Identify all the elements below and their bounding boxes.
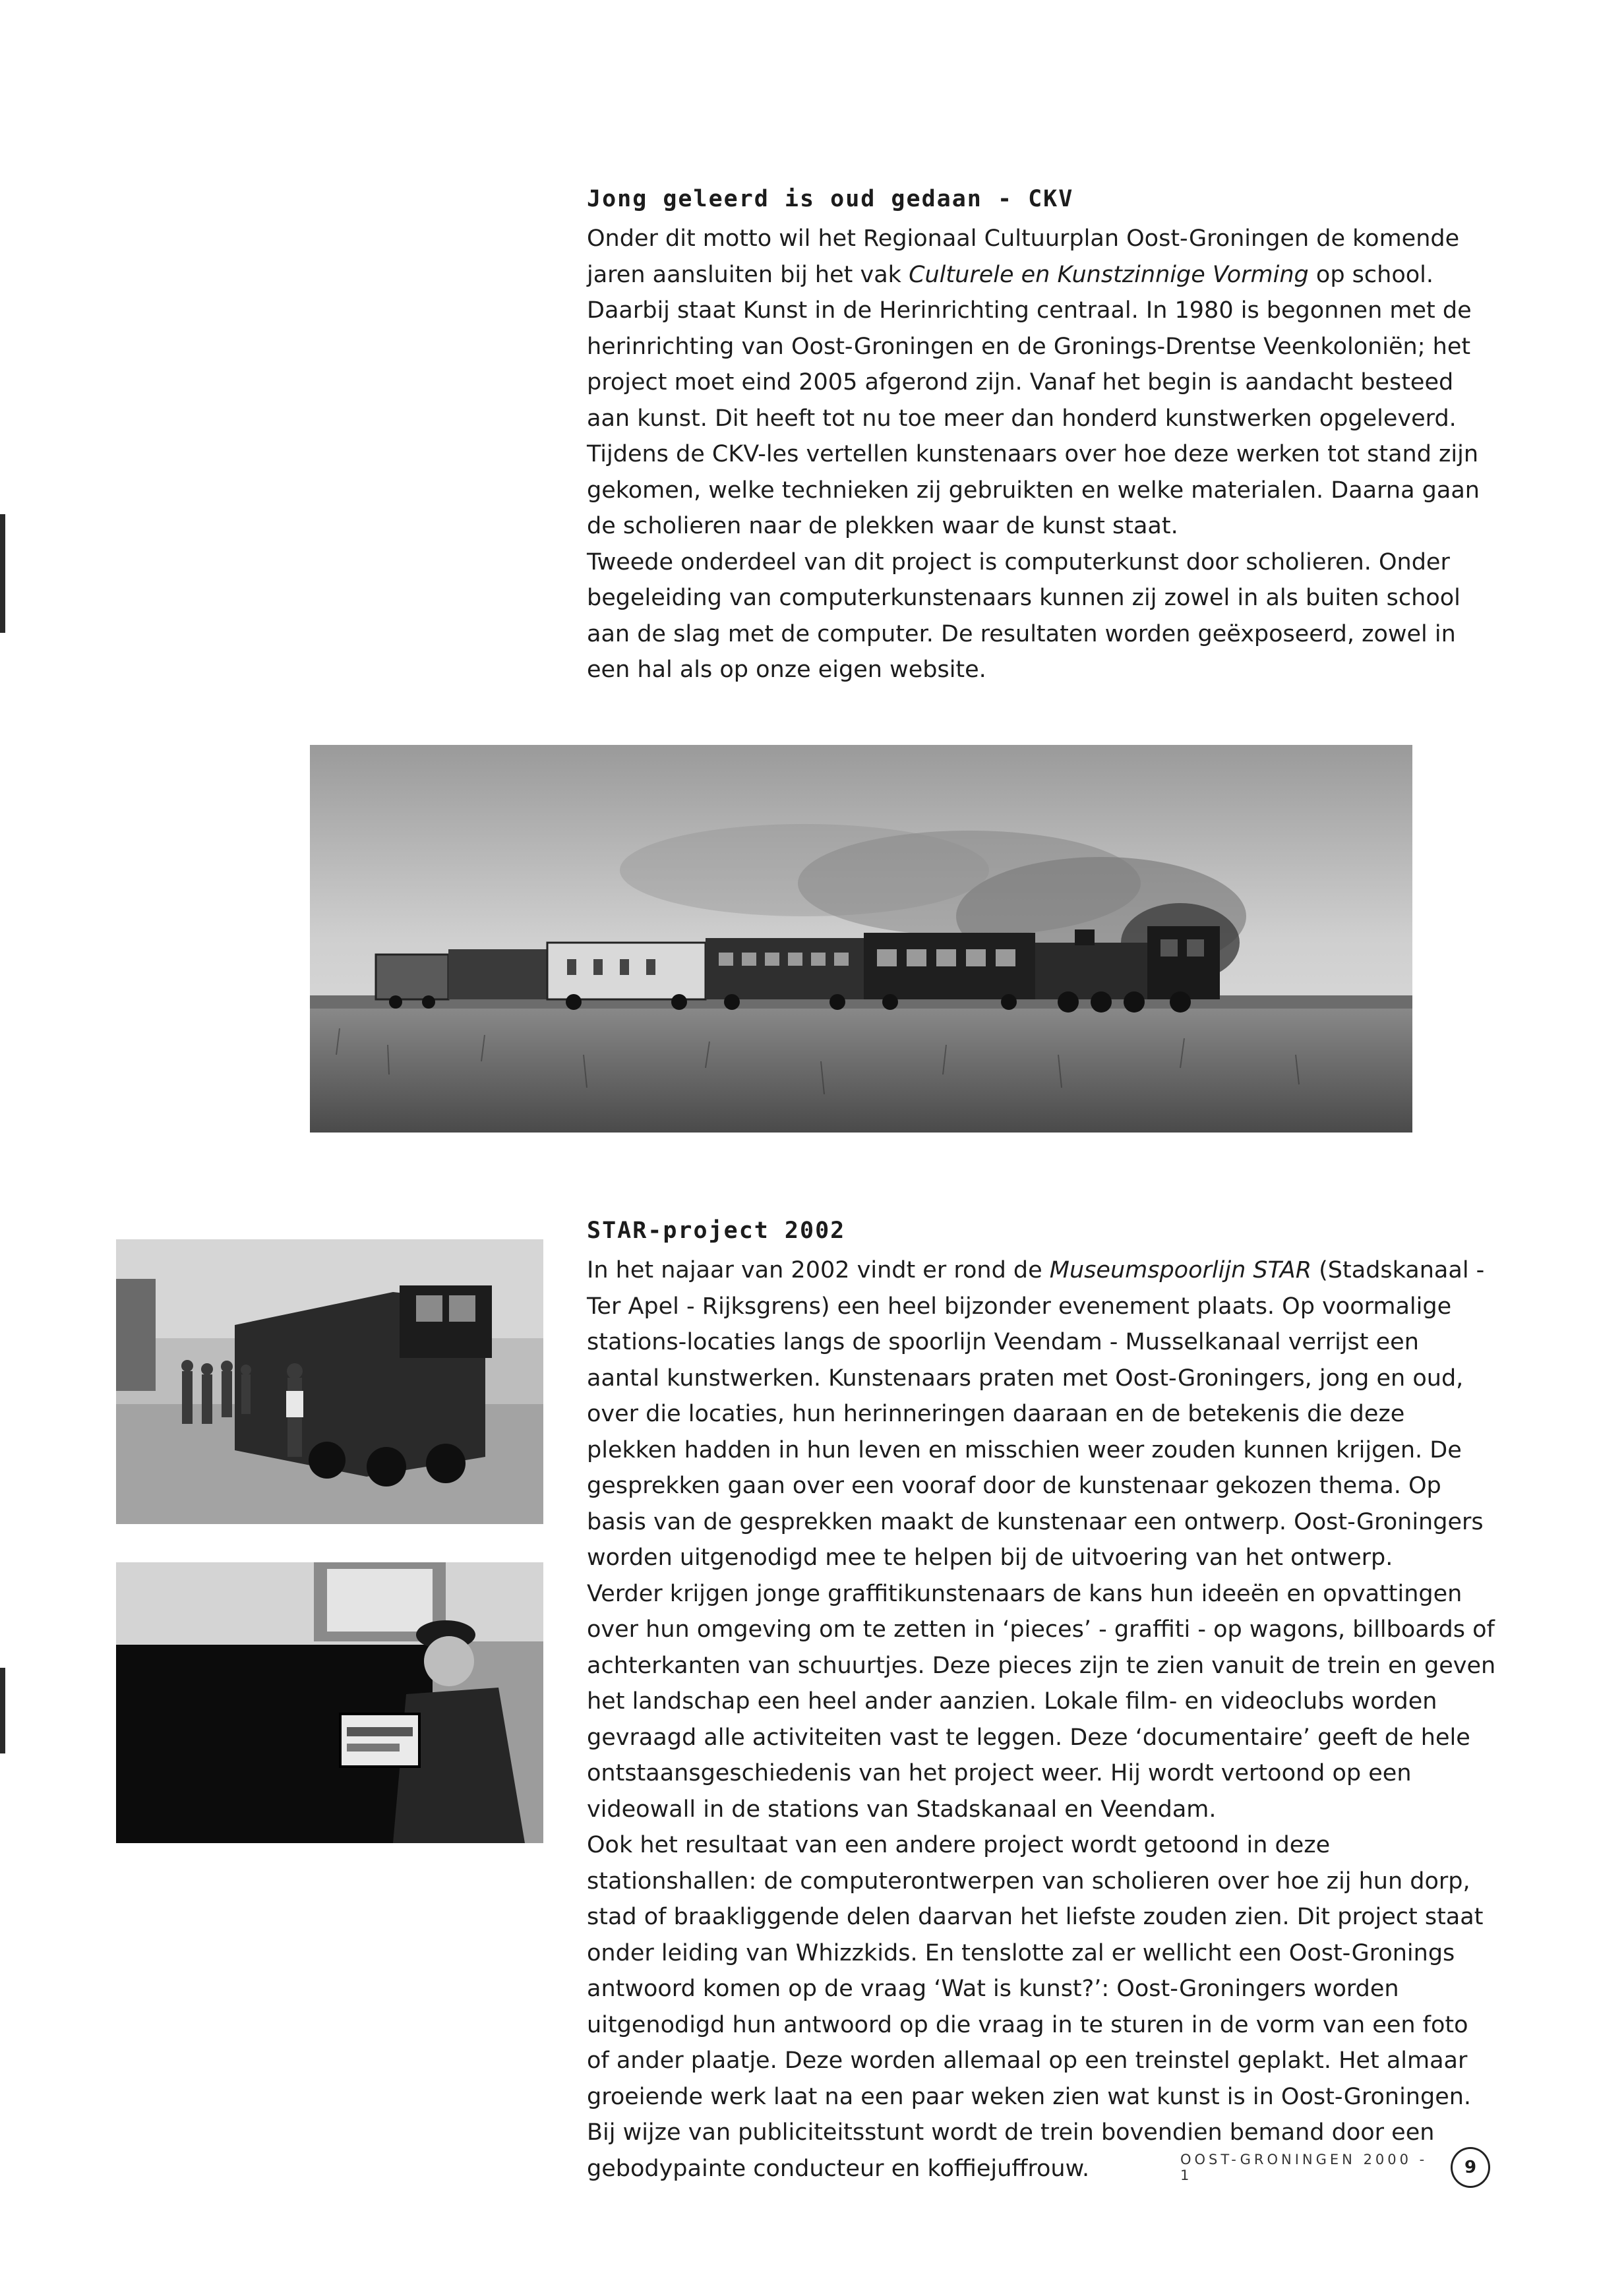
ckv-paragraph	[587, 545, 1497, 688]
italic-text-run: Museumspoorlijn STAR	[1049, 1257, 1312, 1283]
train-photo-image	[310, 745, 1412, 1133]
star-heading: STAR-project 2002	[587, 1218, 846, 1244]
steam-train-landscape-photo	[310, 745, 1412, 1133]
text-run: Tweede onderdeel van dit project is computerkunst door scholieren. Onder begeleiding van computerkunstenaars kunnen zij zowel in als buiten school aan de slag met de computer. De resultaten worden geëxposeerd, zowel in een hal als op onze eigen website.	[587, 548, 1461, 683]
page-footer	[1180, 2144, 1490, 2191]
ckv-section	[587, 181, 1497, 688]
ckv-body	[587, 221, 1497, 688]
text-run: Verder krijgen jonge graffitikunstenaars de kans hun ideeën en opvattingen over hun omgeving om te zetten in ‘pieces’ - graffiti - op wagons, billboards of achterkanten van schuurtjes. Deze pieces zijn te zien vanuit de trein en geven het landschap een heel ander aanzien. Lokale film- en videoclubs worden gevraagd alle activiteiten vast te leggen. Deze ‘documentaire’ geeft de hele ontstaansgeschiedenis van het project weer. Hij wordt vertoond op een videowall in de stations van Stadskanaal en Veendam.	[587, 1580, 1496, 1823]
footer-publication: OOST-GRONINGEN 2000 - 1	[1180, 2152, 1428, 2183]
steam-locomotive-platform-photo	[116, 1239, 543, 1524]
conductor-photo-image	[116, 1562, 543, 1843]
text-run: Ook het resultaat van een andere project wordt getoond in deze stationshallen: de computerontwerpen van scholieren over hoe zij hun dorp, stad of braakliggende delen daarvan het liefste zouden zien. Dit project staat onder leiding van Whizzkids. En tenslotte zal er wellicht een Oost-Gronings antwoord komen op de vraag ‘Wat is kunst?’: Oost-Groningers worden uitgenodigd hun antwoord op die vraag in te sturen in de vorm van een foto of ander plaatje. Deze worden allemaal op een treinstel geplakt. Het almaar groeiende werk laat na een paar weken zien wat kunst is in Oost-Groningen. Bij wijze van publiciteitsstunt wordt de trein bovendien bemand door een gebodypainte conducteur en koffiejuffrouw.	[587, 1832, 1484, 2182]
ckv-paragraph	[587, 221, 1497, 545]
star-section	[587, 1213, 1497, 2187]
platform-photo-image	[116, 1239, 543, 1524]
star-paragraph	[587, 1576, 1497, 1828]
star-paragraph	[587, 1827, 1497, 2187]
conductor-with-sign-photo	[116, 1562, 543, 1843]
italic-text-run: Culturele en Kunstzinnige Vorming	[909, 261, 1309, 288]
text-run: Onder dit motto wil het Regionaal Cultuurplan Oost-Groningen de komende jaren aansluiten bij het vak	[587, 225, 1460, 288]
star-body	[587, 1252, 1497, 2187]
binding-mark-middle	[0, 567, 5, 633]
text-run: In het najaar van 2002 vindt er rond de	[587, 1257, 1050, 1283]
text-run: (Stadskanaal - Ter Apel - Rijksgrens) een heel bijzonder evenement plaats. Op voormalige stations-locaties langs de spoorlijn Veendam - Musselkanaal verrijst een aantal kunstwerken. Kunstenaars praten met Oost-Groningers, jong en oud, over die locaties, hun herinneringen daaraan en de betekenis die deze plekken hadden in hun leven en misschien weer zouden kunnen krijgen. De gesprekken gaan over een vooraf door de kunstenaar gekozen thema. Op basis van de gesprekken maakt de kunstenaar een ontwerp. Oost-Groningers worden uitgenodigd mee te helpen bij de uitvoering van het ontwerp.	[587, 1257, 1485, 1571]
ckv-heading: Jong geleerd is oud gedaan - CKV	[587, 186, 1074, 212]
text-run: op school. Daarbij staat Kunst in de Herinrichting centraal. In 1980 is begonnen met de herinrichting van Oost-Groningen en de Gronings-Drentse Veenkoloniën; het project moet eind 2005 afgerond zijn. Vanaf het begin is aandacht besteed aan kunst. Dit heeft tot nu toe meer dan honderd kunstwerken opgeleverd. Tijdens de CKV-les vertellen kunstenaars over hoe deze werken tot stand zijn gekomen, welke technieken zij gebruikten en welke materialen. Daarna gaan de scholieren naar de plekken waar de kunst staat.	[587, 261, 1480, 539]
star-paragraph	[587, 1252, 1497, 1576]
binding-mark-bottom	[0, 1668, 5, 1753]
page-number: 9	[1451, 2147, 1490, 2188]
